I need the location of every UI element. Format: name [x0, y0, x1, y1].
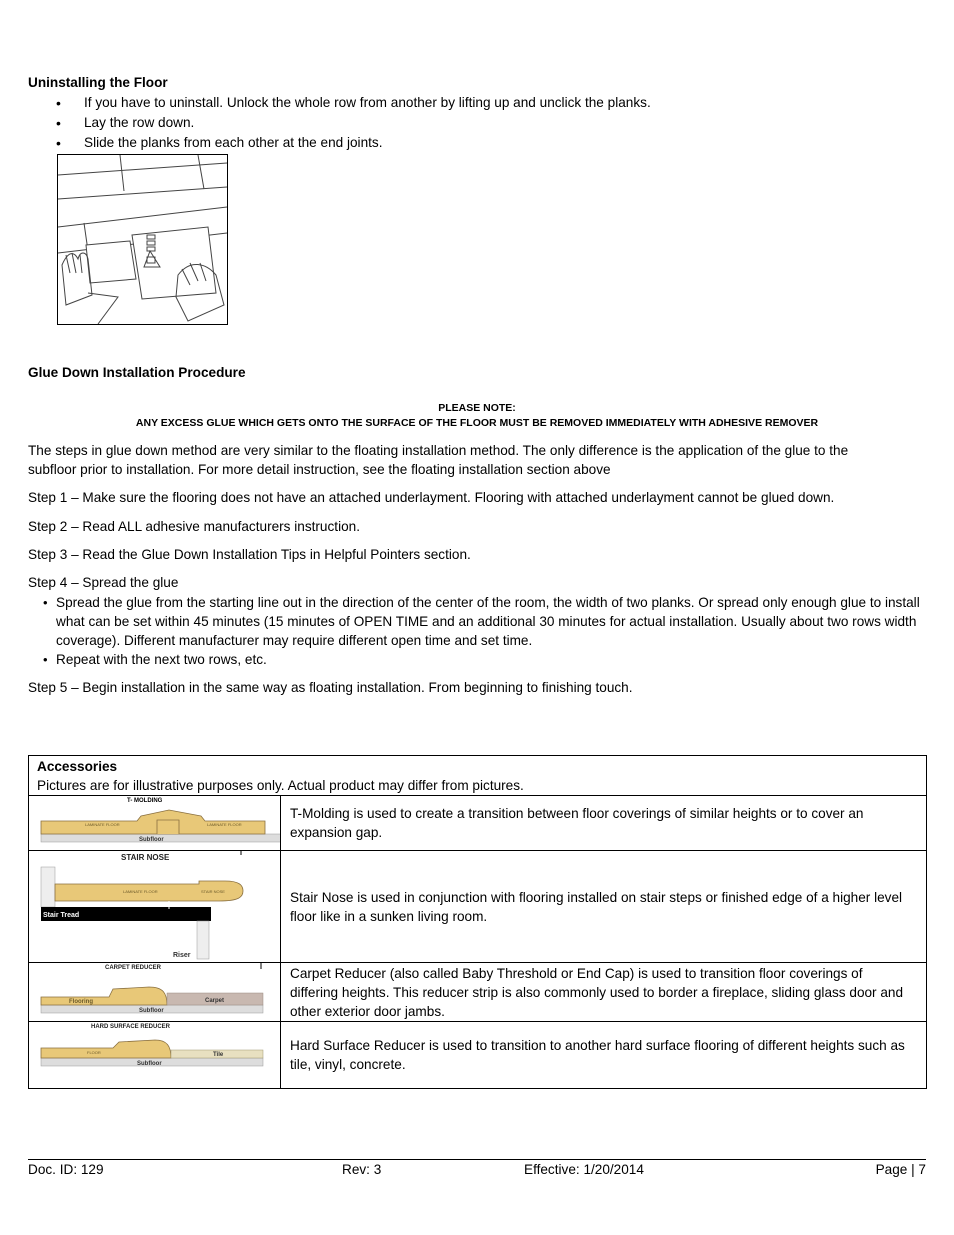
- glue-heading: Glue Down Installation Procedure: [28, 365, 246, 380]
- t-molding-description: T-Molding is used to create a transition between floor coverings of similar heights or to cover an expansion gap.: [281, 796, 927, 851]
- label: Flooring: [69, 999, 93, 1005]
- diagram-title: HARD SURFACE REDUCER: [91, 1024, 171, 1030]
- label: Subfloor: [139, 1008, 164, 1014]
- label: Stair Tread: [43, 912, 80, 919]
- note-body: ANY EXCESS GLUE WHICH GETS ONTO THE SURFACE OF THE FLOOR MUST BE REMOVED IMMEDIATELY WITH ADHESIVE REMOVER: [135, 417, 819, 429]
- plank-hands-drawing: [58, 155, 227, 324]
- diagram-title: STAIR NOSE: [121, 853, 170, 862]
- note-title: PLEASE NOTE:: [438, 402, 516, 414]
- revision: Rev: 3: [342, 1162, 382, 1177]
- label: Riser: [173, 952, 191, 959]
- carpet-reducer-description: Carpet Reducer (also called Baby Threshold or End Cap) is used to transition floor coverings of differing heights. This reducer strip is also commonly used to border a fireplace, sliding glass door and other exterior door jambs.: [281, 963, 927, 1022]
- carpet-reducer-diagram: [29, 963, 281, 1022]
- t-molding-diagram: [29, 796, 281, 851]
- uninstall-illustration: [57, 154, 228, 325]
- table-row: [29, 851, 927, 963]
- intro-line-2: subfloor prior to installation. For more detail instruction, see the floating installation section above: [28, 462, 611, 477]
- list-item: • Lay the row down.: [56, 113, 651, 133]
- doc-id: Doc. ID: 129: [28, 1162, 104, 1177]
- intro-line-1: The steps in glue down method are very similar to the floating installation method. The only difference is the application of the glue to the: [28, 443, 849, 458]
- stair-nose-diagram: [29, 851, 281, 963]
- table-row: [29, 796, 927, 851]
- page-footer: [28, 1159, 926, 1180]
- diagram-title: CARPET REDUCER: [105, 965, 162, 971]
- accessories-title: Accessories: [37, 759, 118, 774]
- label: FLOOR: [87, 1050, 101, 1055]
- accessories-table: [28, 755, 927, 1089]
- hard-surface-reducer-description: Hard Surface Reducer is used to transition to another hard surface flooring of different heights such as tile, vinyl, concrete.: [281, 1022, 927, 1089]
- stair-nose-description: Stair Nose is used in conjunction with flooring installed on stair steps or finished edge of a higher level floor like in a sunken living room.: [281, 851, 927, 963]
- table-row: [29, 963, 927, 1022]
- label: Subfloor: [139, 837, 164, 843]
- table-row: [29, 1022, 927, 1089]
- label: Carpet: [205, 998, 225, 1004]
- hard-surface-reducer-diagram: [29, 1022, 281, 1089]
- step-3: Step 3 – Read the Glue Down Installation Tips in Helpful Pointers section.: [28, 547, 471, 562]
- list-item: • Slide the planks from each other at the end joints.: [56, 133, 651, 153]
- label: LAMINATE FLOOR: [123, 889, 158, 894]
- step-4-list: [42, 593, 926, 669]
- diagram-title: T- MOLDING: [127, 798, 163, 804]
- step-2: Step 2 – Read ALL adhesive manufacturers instruction.: [28, 519, 360, 534]
- step-1: Step 1 – Make sure the flooring does not have an attached underlayment. Flooring with attached underlayment cannot be glued down.: [28, 490, 835, 505]
- list-item: • If you have to uninstall. Unlock the whole row from another by lifting up and unclick the planks.: [56, 93, 651, 113]
- step-4: Step 4 – Spread the glue: [28, 575, 179, 590]
- label: LAMINATE FLOOR: [85, 822, 120, 827]
- label: LAMINATE FLOOR: [207, 822, 242, 827]
- uninstall-heading: Uninstalling the Floor: [28, 75, 168, 90]
- step-5: Step 5 – Begin installation in the same way as floating installation. From beginning to finishing touch.: [28, 680, 633, 695]
- page-number: Page | 7: [875, 1162, 926, 1177]
- accessories-subtitle: Pictures are for illustrative purposes only. Actual product may differ from pictures.: [37, 778, 524, 793]
- effective-date: Effective: 1/20/2014: [524, 1162, 644, 1177]
- label: Subfloor: [137, 1061, 162, 1067]
- list-item: • Spread the glue from the starting line out in the direction of the center of the room, the width of two planks. Or spread only enough glue to install what can be set within 45 minutes (15 minutes of OPEN TIME and an additional 30 minutes for actual installation. Usually about two rows width coverage). Different manufacturer may require different open time and set time.: [42, 593, 926, 650]
- label: Tile: [213, 1052, 224, 1058]
- list-item: • Repeat with the next two rows, etc.: [42, 650, 926, 669]
- label: STAIR NOSE: [201, 889, 225, 894]
- accessories-header: [29, 756, 927, 796]
- uninstall-list: [56, 93, 651, 153]
